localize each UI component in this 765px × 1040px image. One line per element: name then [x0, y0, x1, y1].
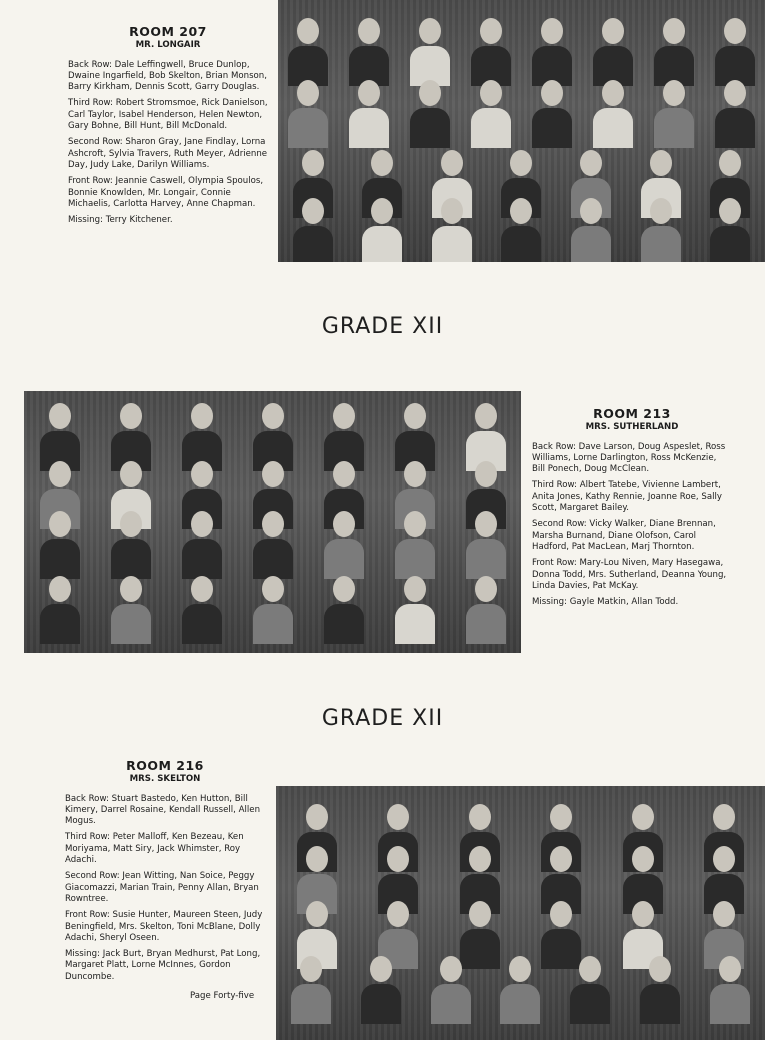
room-213-class-photo [24, 391, 521, 653]
row-entry [68, 215, 268, 226]
room-207-caption [68, 26, 268, 231]
row-label: Missing: [532, 597, 567, 608]
row-list [532, 442, 732, 609]
row-list [68, 60, 268, 227]
row-label: Third Row: [532, 480, 577, 491]
teacher-name: MRS. SKELTON [129, 774, 201, 785]
row-names: Robert Stromsmoe, Rick Danielson, Carl Taylor, Isabel Henderson, Helen Newton, Gary Bohne, Bill Hunt, Bill McDonald. [68, 98, 268, 132]
teacher-name: MR. LONGAIR [135, 40, 201, 51]
row-names: Sharon Gray, Jane Findlay, Lorna Ashcroft, Sylvia Travers, Ruth Meyer, Adrienne Day, Judy Lake, Darilyn Williams. [68, 137, 268, 170]
room-216-caption [65, 760, 265, 988]
row-label: Back Row: [532, 441, 576, 452]
row-names: Terry Kitchener. [105, 215, 173, 226]
row-names: Dave Larson, Doug Aspeslet, Ross Williams, Lorne Darlington, Ross McKenzie, Bill Ponech, Doug McClean. [532, 441, 726, 475]
row-names: Gayle Matkin, Allan Todd. [569, 597, 679, 608]
row-label: Second Row: [532, 519, 587, 530]
row-entry [65, 871, 265, 905]
row-names: Jeannie Caswell, Olympia Spoulos, Bonnie Knowlden, Mr. Longair, Connie Michaelis, Carlotta Harvey, Anne Chapman. [68, 176, 264, 209]
room-title: ROOM 213 [593, 406, 671, 421]
grade-heading: GRADE XII [321, 706, 444, 731]
row-entry [532, 442, 732, 476]
room-title: ROOM 216 [126, 758, 204, 773]
row-entry [65, 910, 265, 944]
row-entry [532, 480, 732, 514]
row-names: Albert Tatebe, Vivienne Lambert, Anita Jones, Kathy Rennie, Joanne Roe, Sally Scott, Margaret Bailey. [532, 480, 722, 514]
row-entry [532, 558, 732, 592]
row-label: Second Row: [65, 871, 120, 882]
row-label: Third Row: [65, 832, 110, 843]
row-label: Front Row: [65, 910, 110, 921]
row-names: Jean Witting, Nan Soice, Peggy Giacomazzi, Marian Train, Penny Allan, Bryan Rowntree. [65, 871, 259, 904]
row-names: Mary-Lou Niven, Mary Hasegawa, Donna Todd, Mrs. Sutherland, Deanna Young, Linda Davies, Pat McKay. [532, 558, 727, 591]
row-entry [68, 60, 268, 94]
room-title: ROOM 207 [129, 24, 207, 39]
row-label: Front Row: [532, 558, 577, 569]
row-entry [65, 794, 265, 828]
row-entry [65, 832, 265, 866]
row-names: Jack Burt, Bryan Medhurst, Pat Long, Margaret Platt, Lorne McInnes, Gordon Duncombe. [65, 949, 261, 982]
row-entry [68, 98, 268, 132]
row-entry [532, 519, 732, 553]
teacher-name: MRS. SUTHERLAND [585, 422, 679, 433]
row-entry [65, 949, 265, 983]
row-list [65, 794, 265, 983]
room-207-class-photo [278, 0, 765, 262]
row-label: Missing: [65, 949, 100, 960]
row-names: Peter Malloff, Ken Bezeau, Ken Moriyama, Matt Siry, Jack Whimster, Roy Adachi. [65, 832, 244, 866]
row-entry [68, 137, 268, 171]
row-label: Back Row: [68, 59, 112, 70]
room-213-caption [532, 408, 732, 613]
row-names: Vicky Walker, Diane Brennan, Marsha Burnand, Diane Olofson, Carol Hadford, Pat MacLean, Marj Thornton. [532, 519, 716, 552]
row-label: Back Row: [65, 793, 109, 804]
room-216-class-photo [276, 786, 765, 1040]
grade-heading: GRADE XII [321, 314, 444, 339]
row-label: Missing: [68, 215, 103, 226]
row-label: Front Row: [68, 176, 113, 187]
row-names: Stuart Bastedo, Ken Hutton, Bill Kimery, Darrel Rosaine, Kendall Russell, Allen Mogus. [65, 793, 261, 827]
row-label: Second Row: [68, 137, 123, 148]
row-names: Susie Hunter, Maureen Steen, Judy Beningfield, Mrs. Skelton, Toni McBlane, Dolly Adachi, Sheryl Oseen. [65, 910, 263, 943]
row-entry [532, 597, 732, 608]
row-names: Dale Leffingwell, Bruce Dunlop, Dwaine Ingarfield, Bob Skelton, Brian Monson, Barry Kirkham, Dennis Scott, Garry Douglas. [68, 59, 267, 93]
row-entry [68, 176, 268, 210]
row-label: Third Row: [68, 98, 113, 109]
page-number: Page Forty-five [190, 991, 255, 1001]
